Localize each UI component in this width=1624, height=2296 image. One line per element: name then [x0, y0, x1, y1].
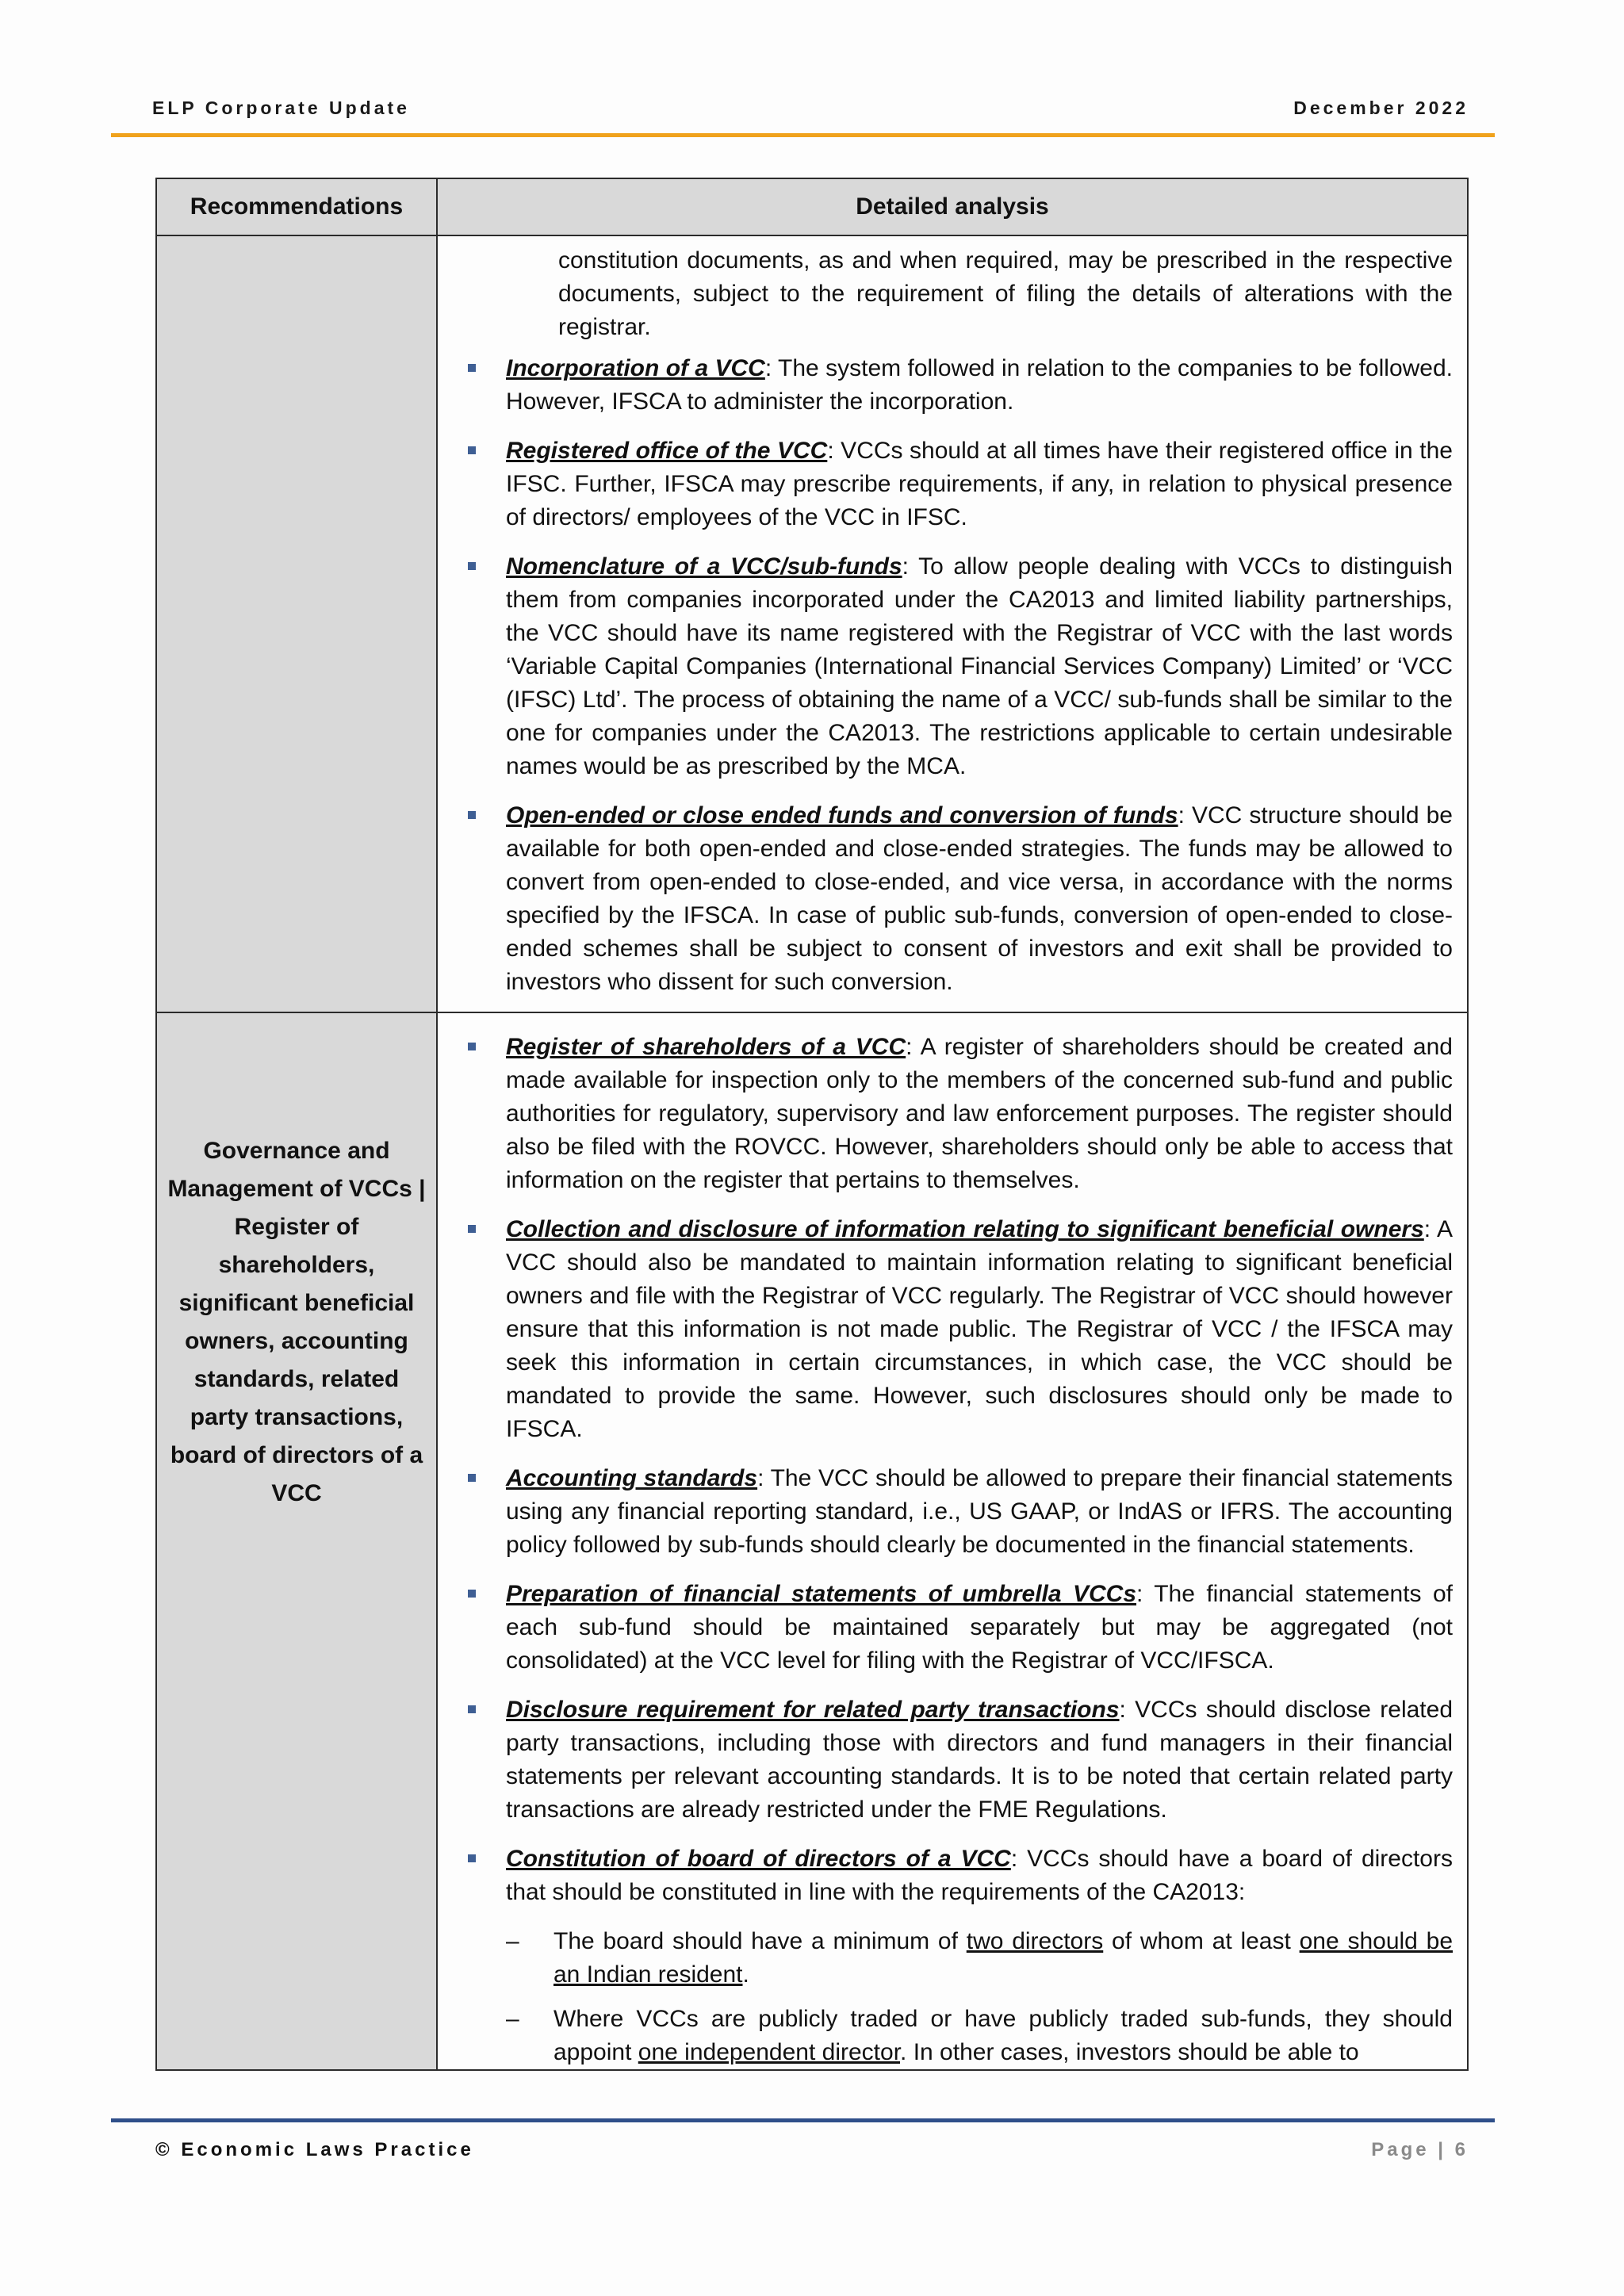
- bullet-text: : VCC structure should be available for both open-ended and close-ended strategies. The funds may be allowed to convert from open-ended to close-ended, and vice versa, in accordance with the norms specified by the IFSCA. In case of public sub-funds, conversion of open-ended to close-ended schemes shall be subject to consent of investors and exit shall be provided to investors who dissent for such conversion.: [506, 802, 1453, 995]
- bullet-term: Register of shareholders of a VCC: [506, 1034, 906, 1060]
- header-date: December 2022: [1293, 97, 1469, 118]
- bullet-term: Incorporation of a VCC: [506, 355, 765, 381]
- bullet-square-icon: [468, 1225, 476, 1233]
- analysis-cell: [437, 1012, 1468, 2070]
- sub-item-text: The board should have a minimum of: [553, 1928, 967, 1954]
- bullet-square-icon: [468, 562, 476, 570]
- bullet-term: Open-ended or close ended funds and conversion of funds: [506, 802, 1178, 828]
- sub-item-text: . In other cases, investors should be able to: [900, 2039, 1359, 2065]
- table-row: [156, 1012, 1468, 2070]
- bullet-item: [452, 1462, 1453, 1562]
- header-divider: [111, 133, 1495, 137]
- bullet-square-icon: [468, 446, 476, 454]
- bullet-square-icon: [468, 1590, 476, 1598]
- sub-item-text: .: [742, 1961, 749, 1988]
- bullet-text: : The financial statements of each sub-fund should be maintained separately but may be aggregated (not consolidated) at the VCC level for filing with the Registrar of VCC/IFSCA.: [506, 1581, 1453, 1674]
- bullet-square-icon: [468, 1705, 476, 1713]
- bullet-square-icon: [468, 1854, 476, 1862]
- bullet-text: : To allow people dealing with VCCs to distinguish them from companies incorporated under the CA2013 and limited liability partnerships, the VCC should have its name registered with the Registrar of VCC with the last words ‘Variable Capital Companies (International Financial Services Company) Limited’ or ‘VCC (IFSC) Ltd’. The process of obtaining the name of a VCC/ sub-funds shall be similar to the one for companies under the CA2013. The restrictions applicable to certain undesirable names would be as prescribed by the MCA.: [506, 553, 1453, 779]
- bullet-text: : A register of shareholders should be created and made available for inspection only to the members of the concerned sub-fund and public authorities for regulatory, supervisory and law enforcement purposes. The register should also be filed with the ROVCC. However, shareholders should only be able to access that information on the register that pertains to themselves.: [506, 1034, 1453, 1193]
- bullet-item: [452, 550, 1453, 783]
- bullet-square-icon: [468, 1043, 476, 1050]
- bullet-item: [452, 1693, 1453, 1827]
- bullet-text: : VCCs should have a board of directors that should be constituted in line with the requirements of the CA2013:: [506, 1846, 1453, 1905]
- bullet-text: : The system followed in relation to the companies to be followed. However, IFSCA to administer the incorporation.: [506, 355, 1453, 415]
- sub-item-underlined: one independent director: [638, 2039, 901, 2065]
- column-header-recommendations: Recommendations: [156, 178, 437, 235]
- bullet-term: Constitution of board of directors of a VCC: [506, 1846, 1011, 1872]
- bullet-item: [452, 1843, 1453, 1909]
- bullet-text: : The VCC should be allowed to prepare their financial statements using any financial reporting standard, i.e., US GAAP, or IndAS or IFRS. The accounting policy followed by sub-funds should clearly be documented in the financial statements.: [506, 1465, 1453, 1558]
- bullet-square-icon: [468, 364, 476, 372]
- footer-divider: [111, 2118, 1495, 2122]
- bullet-text: : VCCs should at all times have their registered office in the IFSC. Further, IFSCA may prescribe requirements, if any, in relation to physical presence of directors/ employees of the VCC in IFSC.: [506, 438, 1453, 530]
- bullet-term: Collection and disclosure of information relating to significant beneficial owners: [506, 1216, 1424, 1242]
- bullet-text: : VCCs should disclose related party transactions, including those with directors and fund managers in their financial statements per relevant accounting standards. It is to be noted that certain related party transactions are already restricted under the FME Regulations.: [506, 1697, 1453, 1823]
- bullet-term: Nomenclature of a VCC/sub-funds: [506, 553, 902, 580]
- analysis-cell: [437, 235, 1468, 1012]
- sub-item-text: Where VCCs are publicly traded or have publicly traded sub-funds, they should appoint: [553, 2006, 1453, 2065]
- bullet-term: Disclosure requirement for related party transactions: [506, 1697, 1120, 1723]
- bullet-item: [452, 434, 1453, 534]
- bullet-square-icon: [468, 1474, 476, 1482]
- page-number: Page | 6: [1371, 2139, 1469, 2160]
- bullet-item: [452, 1578, 1453, 1678]
- bullet-term: Preparation of financial statements of umbrella VCCs: [506, 1581, 1137, 1607]
- sub-list-item: [452, 2003, 1453, 2069]
- bullet-item: [452, 352, 1453, 419]
- bullet-text: : A VCC should also be mandated to maintain information relating to significant beneficial owners and file with the Registrar of VCC regularly. The Registrar of VCC should however ensure that this information is not made public. The Registrar of VCC / the IFSCA may seek this information in certain circumstances, in which case, the VCC should be mandated to provide the same. However, such disclosures should only be made to IFSCA.: [506, 1216, 1454, 1442]
- continuation-paragraph: constitution documents, as and when required, may be prescribed in the respective documents, subject to the requirement of filing the details of alterations with the registrar.: [558, 247, 1453, 340]
- footer-copyright: © Economic Laws Practice: [155, 2139, 474, 2160]
- sub-item-underlined: one should be an Indian resident: [553, 1928, 1454, 1988]
- page-header: [152, 94, 1469, 122]
- dash-marker: –: [506, 1928, 519, 1954]
- table-row: [156, 235, 1468, 1012]
- sub-item-text: of whom at least: [1103, 1928, 1300, 1954]
- bullet-square-icon: [468, 811, 476, 819]
- bullet-term: Accounting standards: [506, 1465, 758, 1491]
- recommendation-cell: [156, 1012, 437, 2070]
- recommendation-category: Governance and Management of VCCs | Register of shareholders, significant beneficial owners, accounting standards, related party transactions, board of directors of a VCC: [167, 1138, 426, 1506]
- header-title: ELP Corporate Update: [152, 97, 410, 118]
- column-header-detailed-analysis: Detailed analysis: [437, 178, 1468, 235]
- bullet-term: Registered office of the VCC: [506, 438, 828, 464]
- sub-item-underlined: two directors: [966, 1928, 1104, 1954]
- bullet-item: [452, 1213, 1453, 1446]
- recommendations-table: [155, 178, 1469, 2071]
- recommendation-cell-empty: [156, 235, 437, 1012]
- sub-list-item: [452, 1925, 1453, 1992]
- page-footer: [155, 2139, 1469, 2161]
- bullet-item: [452, 1031, 1453, 1197]
- dash-marker: –: [506, 2006, 519, 2032]
- table-header-row: [156, 178, 1468, 235]
- bullet-item: [452, 799, 1453, 999]
